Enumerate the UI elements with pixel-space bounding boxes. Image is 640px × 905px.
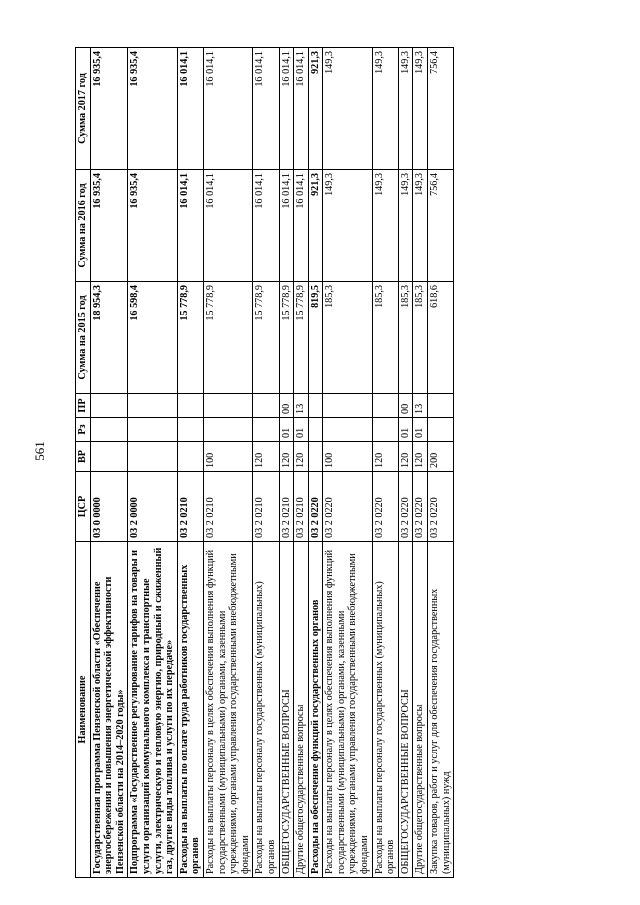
cell-sum-2016: 16 014,1 xyxy=(279,170,294,282)
cell-vr: 120 xyxy=(279,442,294,472)
header-pr: ПР xyxy=(76,394,91,418)
cell-csr: 03 2 0210 xyxy=(253,472,279,542)
cell-sum-2016: 16 014,1 xyxy=(253,170,279,282)
cell-csr: 03 2 0220 xyxy=(372,472,398,542)
cell-sum-2017: 149,3 xyxy=(323,48,372,170)
cell-csr: 03 0 0000 xyxy=(90,472,128,542)
cell-vr: 120 xyxy=(398,442,413,472)
cell-name: Государственная программа Пензенской области «Обеспечение энергосбережения и повышения энергетической эффективности Пензенской области на 2014–2020 годы» xyxy=(90,542,128,878)
cell-vr: 120 xyxy=(294,442,309,472)
cell-sum-2017: 16 935,4 xyxy=(128,48,177,170)
cell-rz xyxy=(177,418,203,442)
cell-rz: 01 xyxy=(398,418,413,442)
header-sum-2015: Сумма на 2015 год xyxy=(76,282,91,394)
cell-pr xyxy=(128,394,177,418)
cell-sum-2016: 16 014,1 xyxy=(177,170,203,282)
header-rz: Рз xyxy=(76,418,91,442)
cell-pr: 13 xyxy=(413,394,428,418)
cell-pr: 00 xyxy=(279,394,294,418)
cell-csr: 03 2 0220 xyxy=(428,472,454,542)
cell-vr xyxy=(177,442,203,472)
cell-rz: 01 xyxy=(413,418,428,442)
cell-sum-2016: 16 014,1 xyxy=(203,170,252,282)
cell-pr xyxy=(90,394,128,418)
cell-sum-2017: 149,3 xyxy=(372,48,398,170)
cell-csr: 03 2 0000 xyxy=(128,472,177,542)
cell-sum-2015: 185,3 xyxy=(323,282,372,394)
cell-sum-2015: 618,6 xyxy=(428,282,454,394)
cell-rz xyxy=(428,418,454,442)
cell-csr: 03 2 0210 xyxy=(203,472,252,542)
cell-sum-2015: 185,3 xyxy=(398,282,413,394)
cell-vr: 120 xyxy=(253,442,279,472)
cell-sum-2015: 185,3 xyxy=(413,282,428,394)
header-vr: ВР xyxy=(76,442,91,472)
cell-csr: 03 2 0210 xyxy=(294,472,309,542)
cell-sum-2015: 15 778,9 xyxy=(294,282,309,394)
cell-sum-2015: 16 598,4 xyxy=(128,282,177,394)
table-row xyxy=(253,48,279,878)
cell-sum-2015: 15 778,9 xyxy=(203,282,252,394)
cell-pr xyxy=(203,394,252,418)
cell-csr: 03 2 0220 xyxy=(308,472,323,542)
cell-vr: 100 xyxy=(323,442,372,472)
cell-csr: 03 2 0220 xyxy=(323,472,372,542)
cell-sum-2016: 921,3 xyxy=(308,170,323,282)
table-row xyxy=(203,48,252,878)
cell-vr: 120 xyxy=(372,442,398,472)
table-row xyxy=(323,48,372,878)
cell-sum-2015: 18 954,3 xyxy=(90,282,128,394)
table-row xyxy=(398,48,413,878)
cell-sum-2017: 756,4 xyxy=(428,48,454,170)
cell-name: Расходы на выплаты персоналу государственных (муниципальных) органов xyxy=(253,542,279,878)
table-row xyxy=(428,48,454,878)
table-row xyxy=(308,48,323,878)
cell-name: ОБЩЕГОСУДАРСТВЕННЫЕ ВОПРОСЫ xyxy=(398,542,413,878)
cell-pr xyxy=(253,394,279,418)
cell-rz xyxy=(253,418,279,442)
header-name: Наименование xyxy=(76,542,91,878)
cell-sum-2015: 185,3 xyxy=(372,282,398,394)
cell-sum-2017: 921,3 xyxy=(308,48,323,170)
cell-sum-2016: 16 014,1 xyxy=(294,170,309,282)
cell-rz: 01 xyxy=(294,418,309,442)
cell-sum-2017: 16 014,1 xyxy=(203,48,252,170)
cell-rz: 01 xyxy=(279,418,294,442)
cell-sum-2015: 15 778,9 xyxy=(279,282,294,394)
cell-sum-2016: 149,3 xyxy=(413,170,428,282)
cell-rz xyxy=(90,418,128,442)
cell-vr xyxy=(90,442,128,472)
cell-csr: 03 2 0210 xyxy=(177,472,203,542)
cell-name: Другие общегосударственные вопросы xyxy=(413,542,428,878)
rotated-table-wrapper xyxy=(75,48,583,878)
cell-rz xyxy=(203,418,252,442)
cell-sum-2017: 16 014,1 xyxy=(294,48,309,170)
cell-sum-2017: 16 014,1 xyxy=(279,48,294,170)
header-csr: ЦСР xyxy=(76,472,91,542)
cell-name: Подпрограмма «Государственное регулирование тарифов на товары и услуги организаций коммунального комплекса и транспортные услуги, электрическую и тепловую энергию, природный и сжиженный газ, другие виды топлива и услуги по их передаче» xyxy=(128,542,177,878)
cell-vr: 200 xyxy=(428,442,454,472)
header-sum-2017: Сумма 2017 год xyxy=(76,48,91,170)
cell-name: Расходы на выплаты по оплате труда работников государственных органов xyxy=(177,542,203,878)
table-row xyxy=(279,48,294,878)
cell-rz xyxy=(323,418,372,442)
cell-sum-2017: 16 014,1 xyxy=(177,48,203,170)
cell-sum-2016: 149,3 xyxy=(323,170,372,282)
cell-pr xyxy=(323,394,372,418)
cell-sum-2016: 16 935,4 xyxy=(90,170,128,282)
cell-sum-2015: 15 778,9 xyxy=(177,282,203,394)
cell-sum-2017: 149,3 xyxy=(398,48,413,170)
cell-name: Расходы на обеспечение функций государственных органов xyxy=(308,542,323,878)
cell-vr xyxy=(308,442,323,472)
cell-name: Другие общегосударственные вопросы xyxy=(294,542,309,878)
cell-pr xyxy=(428,394,454,418)
cell-name: Закупка товаров, работ и услуг для обеспечения государственных (муниципальных) нужд xyxy=(428,542,454,878)
cell-sum-2017: 16 935,4 xyxy=(90,48,128,170)
table-row xyxy=(177,48,203,878)
cell-sum-2016: 16 935,4 xyxy=(128,170,177,282)
cell-rz xyxy=(308,418,323,442)
cell-pr xyxy=(372,394,398,418)
cell-pr xyxy=(177,394,203,418)
cell-name: Расходы на выплаты персоналу государственных (муниципальных) органов xyxy=(372,542,398,878)
cell-sum-2016: 149,3 xyxy=(398,170,413,282)
cell-vr xyxy=(128,442,177,472)
cell-sum-2015: 819,5 xyxy=(308,282,323,394)
cell-csr: 03 2 0220 xyxy=(398,472,413,542)
cell-pr: 13 xyxy=(294,394,309,418)
cell-sum-2016: 756,4 xyxy=(428,170,454,282)
table-row xyxy=(372,48,398,878)
cell-vr: 120 xyxy=(413,442,428,472)
cell-sum-2016: 149,3 xyxy=(372,170,398,282)
cell-rz xyxy=(128,418,177,442)
cell-csr: 03 2 0210 xyxy=(279,472,294,542)
cell-name: ОБЩЕГОСУДАРСТВЕННЫЕ ВОПРОСЫ xyxy=(279,542,294,878)
cell-csr: 03 2 0220 xyxy=(413,472,428,542)
cell-vr: 100 xyxy=(203,442,252,472)
budget-table xyxy=(75,47,454,878)
cell-sum-2015: 15 778,9 xyxy=(253,282,279,394)
table-row xyxy=(128,48,177,878)
table-body xyxy=(90,48,454,878)
cell-name: Расходы на выплаты персоналу в целях обеспечения выполнения функций государственными (муниципальными) органами, казенными учреждениями, органами управления государственными внебюджетными фондами xyxy=(323,542,372,878)
page-number: 561 xyxy=(31,441,47,461)
header-sum-2016: Сумма на 2016 год xyxy=(76,170,91,282)
table-row xyxy=(90,48,128,878)
cell-sum-2017: 149,3 xyxy=(413,48,428,170)
table-header-row xyxy=(76,48,91,878)
cell-rz xyxy=(372,418,398,442)
cell-pr: 00 xyxy=(398,394,413,418)
cell-name: Расходы на выплаты персоналу в целях обеспечения выполнения функций государственными (муниципальными) органами, казенными учреждениями, органами управления государственными внебюджетными фондами xyxy=(203,542,252,878)
cell-pr xyxy=(308,394,323,418)
table-row xyxy=(413,48,428,878)
cell-sum-2017: 16 014,1 xyxy=(253,48,279,170)
table-row xyxy=(294,48,309,878)
budget-table-container xyxy=(75,48,583,878)
